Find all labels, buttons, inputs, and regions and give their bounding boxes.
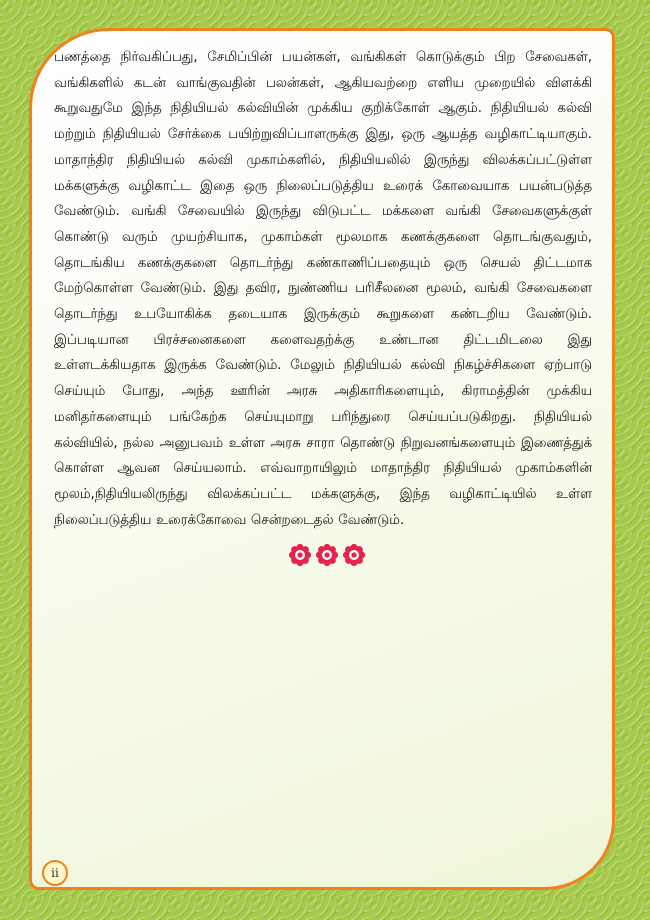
flower-icon (342, 543, 366, 567)
page-number: ii (42, 860, 68, 886)
content-panel (29, 28, 615, 890)
flower-icon (315, 543, 339, 567)
flower-ornament (288, 543, 366, 569)
body-paragraph: பணத்தை நிர்வகிப்பது, சேமிப்பின் பயன்கள், வங்கிகள் கொடுக்கும் பிற சேவைகள், வங்கிகளில் கடன் வாங்குவதின் பலன்கள், ஆகியவற்றை எளிய முறையில் விளக்கி கூறுவதுமே இந்த நிதியியல் கல்வியின் முக்கிய குறிக்கோள் ஆகும். நிதியியல் கல்வி மற்றும் நிதியியல் சேர்க்கை பயிற்றுவிப்பாளருக்கு இது, ஒரு ஆயத்த வழிகாட்டியாகும். மாதாந்திர நிதியியல் கல்வி முகாம்களில், நிதியியலில் இருந்து விலக்கப்பட்டுள்ள மக்களுக்கு வழிகாட்ட இதை ஒரு நிலைப்படுத்திய உரைக் கோவையாக பயன்படுத்த வேண்டும். வங்கி சேவையில் இருந்து விடுபட்ட மக்களை வங்கி சேவைகளுக்குள் கொண்டு வரும் முயற்சியாக, முகாம்கள் மூலமாக கணக்குகளை தொடங்குவதும், தொடங்கிய கணக்குகளை தொடர்ந்து கண்காணிப்பதையும் ஒரு செயல் திட்டமாக மேற்கொள்ள வேண்டும். இது தவிர, நுண்ணிய பரிசீலனை மூலம், வங்கி சேவைகளை தொடர்ந்து உபயோகிக்க தடையாக இருக்கும் கூறுகளை கண்டறிய வேண்டும். இப்படியான பிரச்சனைகளை களைவதற்க்கு உண்டான திட்டமிடலை இது உள்ளடக்கியதாக இருக்க வேண்டும். மேலும் நிதியியல் கல்வி நிகழ்ச்சிகளை ஏற்பாடு செய்யும் போது, அந்த ஊரின் அரசு அதிகாரிகளையும், கிராமத்தின் முக்கிய மனிதர்களையும் பங்கேற்க செய்யுமாறு பரிந்துரை செய்யப்படுகிறது. நிதியியல் கல்வியில், நல்ல அனுபவம் உள்ள அரசு சாரா தொண்டு நிறுவனங்களையும் இணைத்துக் கொள்ள ஆவன செய்யலாம். எவ்வாறாயிலும் மாதாந்திர நிதியியல் முகாம்களின் மூலம்,நிதியியலிருந்து விலக்கப்பட்ட மக்களுக்கு, இந்த வழிகாட்டியில் உள்ள நிலைப்படுத்திய உரைக்கோவை சென்றடைதல் வேண்டும். (54, 50, 592, 528)
flower-icon (288, 543, 312, 567)
